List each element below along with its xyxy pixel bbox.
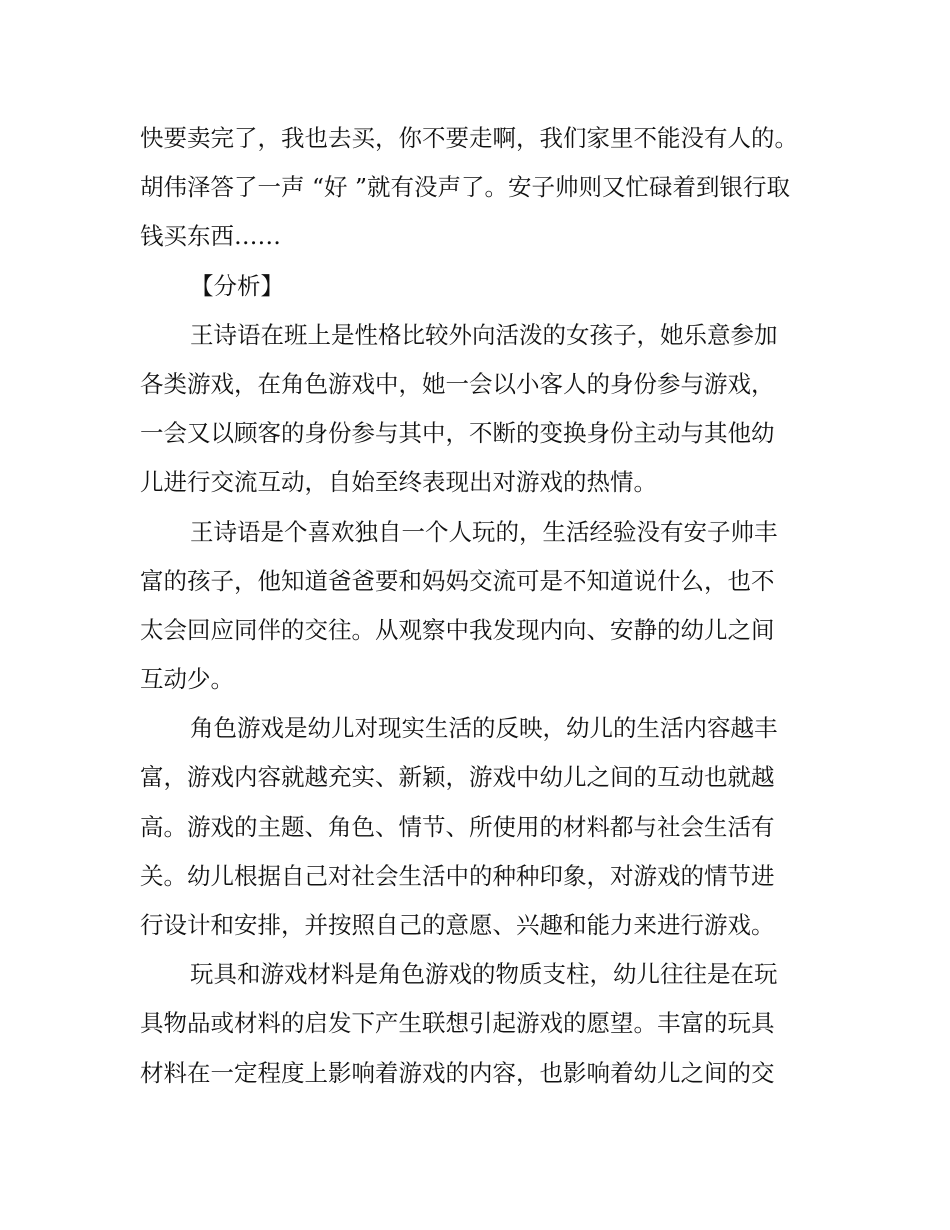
text-line: 一会又以顾客的身份参与其中，不断的变换身份主动与其他幼 (140, 419, 775, 448)
text-line: 太会回应同伴的交往。从观察中我发现内向、安静的幼儿之间 (140, 615, 775, 644)
text-line: 王诗语在班上是性格比较外向活泼的女孩子，她乐意参加 (190, 320, 778, 349)
text-line: 王诗语是个喜欢独自一个人玩的，生活经验没有安子帅丰 (190, 517, 778, 546)
document-page (140, 114, 830, 1098)
text-line: 高。游戏的主题、角色、情节、所使用的材料都与社会生活有 (140, 812, 775, 841)
text-line: 玩具和游戏材料是角色游戏的物质支柱，幼儿往往是在玩 (190, 960, 778, 989)
text-line: 富的孩子，他知道爸爸要和妈妈交流可是不知道说什么，也不 (140, 566, 775, 595)
text-line: 行设计和安排，并按照自己的意愿、兴趣和能力来进行游戏。 (140, 911, 775, 939)
text-line: 胡伟泽答了一声 “好 ”就有没声了。安子帅则又忙碌着到银行取 (140, 173, 790, 202)
text-line: 快要卖完了，我也去买，你不要走啊，我们家里不能没有人的。 (140, 124, 798, 152)
text-line: 各类游戏，在角色游戏中，她一会以小客人的身份参与游戏， (140, 369, 775, 398)
text-line: 具物品或材料的启发下产生联想引起游戏的愿望。丰富的玩具 (140, 1009, 775, 1038)
text-line: 角色游戏是幼儿对现实生活的反映，幼儿的生活内容越丰 (190, 714, 778, 743)
text-line: 互动少。 (140, 665, 234, 694)
text-line: 关。幼儿根据自己对社会生活中的种种印象，对游戏的情节进 (140, 861, 775, 890)
section-heading-analysis: 【分析】 (190, 271, 284, 300)
text-line: 钱买东西…… (140, 222, 281, 251)
text-line: 儿进行交流互动，自始至终表现出对游戏的热情。 (140, 468, 657, 497)
text-line: 材料在一定程度上影响着游戏的内容，也影响着幼儿之间的交 (140, 1058, 775, 1087)
text-line: 富，游戏内容就越充实、新颖，游戏中幼儿之间的互动也就越 (140, 763, 775, 792)
